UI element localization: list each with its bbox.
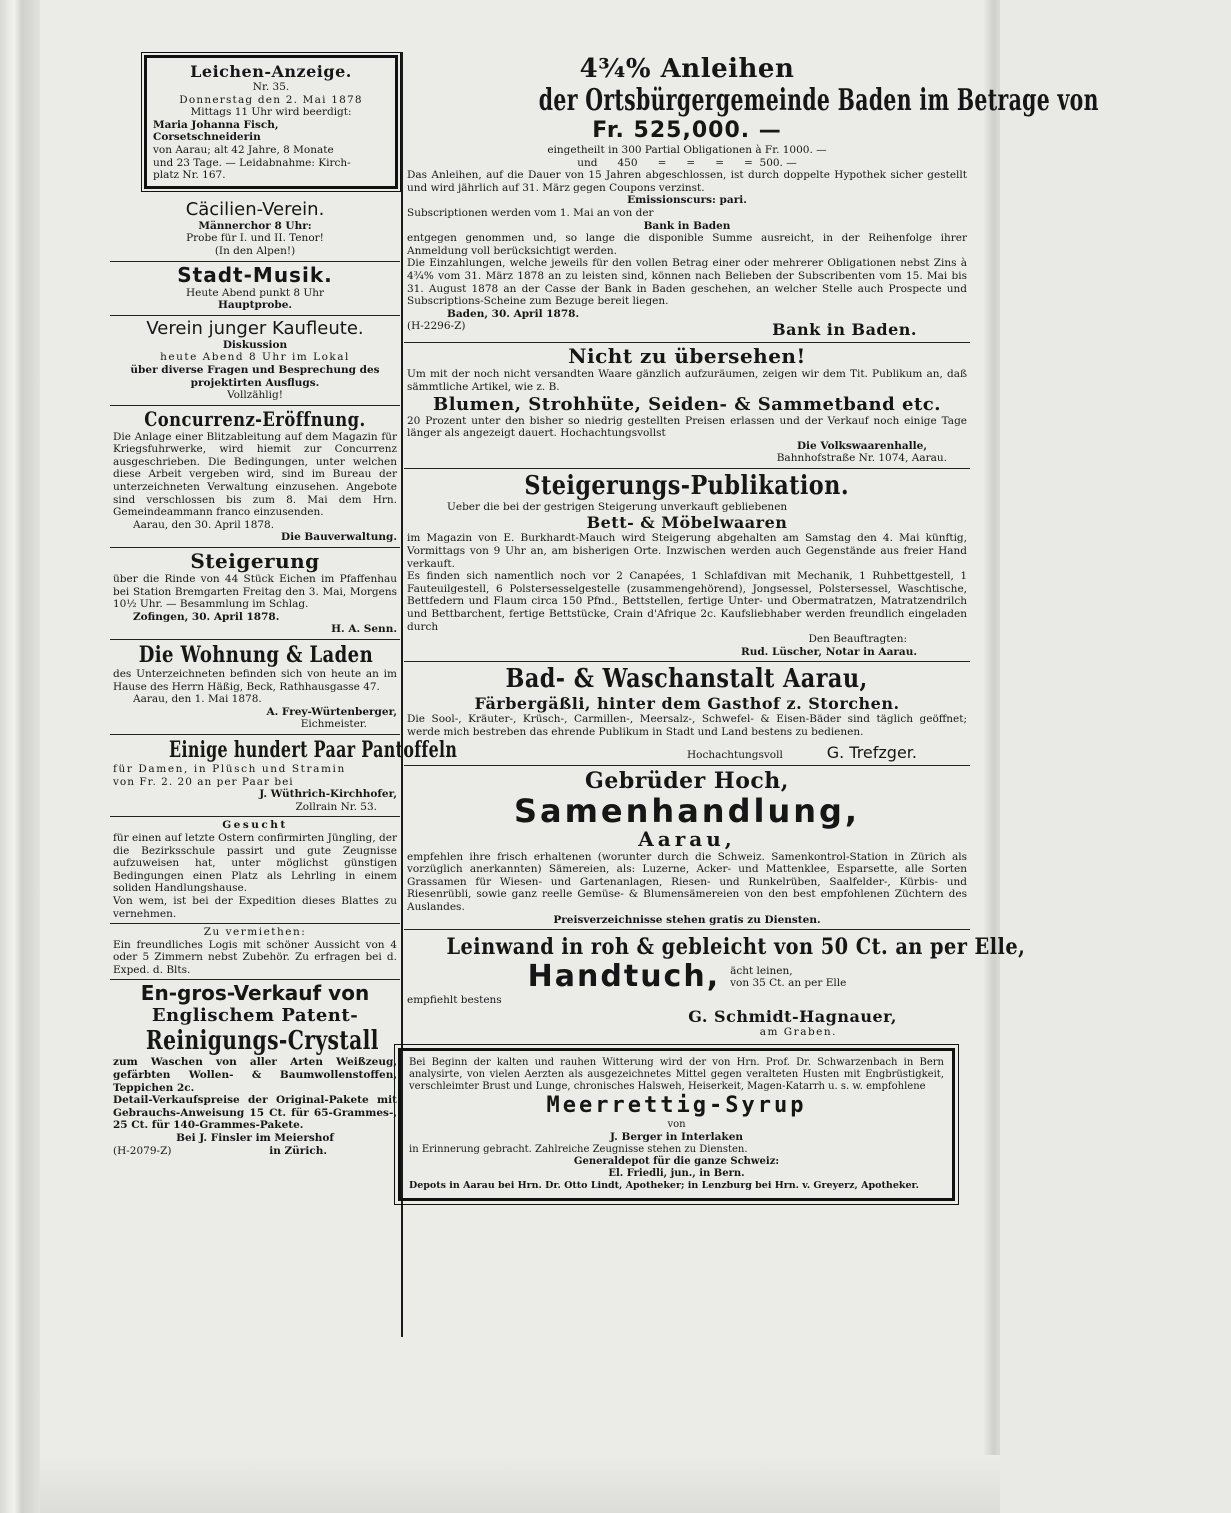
ad-title <box>407 664 967 694</box>
ad-address: Bahnhofstraße Nr. 1074, Aarau. <box>776 452 947 465</box>
ad-title-text: Reinigungs-Crystall <box>145 1026 379 1057</box>
ad-body: Um mit der noch nicht versandten Waare gänzlich aufzuräumen, zeigen wir dem Tit. Publikum an, daß sämmtliche Artikel, wie z. B. <box>407 368 967 393</box>
ad-signature: Die Bauverwaltung. <box>280 531 397 544</box>
ad-text: und 23 Tage. — Leidabnahme: Kirch- <box>153 156 351 169</box>
ad-signature: J. Wüthrich-Kirchhofer, <box>259 788 397 801</box>
ad-date: Zofingen, 30. April 1878. <box>133 610 280 623</box>
ad-body: des Unterzeichneten befinden sich von heute an im Hause des Herrn Häßig, Beck, Rathhausgasse 47. <box>113 668 397 693</box>
ad-signature: A. Frey-Würtenberger, <box>266 705 397 718</box>
ad-body: Die Sool-, Kräuter-, Krüsch-, Carmillen-, Meersalz-, Schwefel- & Eisen-Bäder sind täglich geöffnet; werde mich bestreben das ehrende Publikum in Stadt und Land bestens zu bedienen. <box>407 713 967 738</box>
book-binding <box>0 0 40 1513</box>
ad-title-text: Einige hundert Paar Pantoffeln <box>169 736 458 763</box>
ad-footer <box>407 320 967 339</box>
ad-signature-title: Eichmeister. <box>300 718 367 731</box>
ad-reference: (H-2079-Z) <box>113 1144 172 1157</box>
ad-signature: Rud. Lüscher, Notar in Aarau. <box>740 645 917 658</box>
ad-text: Vollzählig! <box>227 389 283 402</box>
ad-gesucht <box>110 817 400 924</box>
ad-wohnung-laden <box>110 640 400 735</box>
ad-title <box>407 83 1099 118</box>
ad-text: platz Nr. 167. <box>153 169 226 182</box>
ad-signature-label: Hochachtungsvoll <box>687 748 783 761</box>
ad-leinwand <box>404 930 1026 1038</box>
ad-date: Aarau, den 30. April 1878. <box>133 518 275 531</box>
ad-title: Nicht zu übersehen! <box>568 344 806 369</box>
ad-body: Die Einzahlungen, welche jeweils für den vollen Betrag einer oder mehrerer Obligationen nebst Zins à 4¾% vom 31. März 1878 an zu leisten sind, können nach Belieben der Subscribenten vom 15. Mai bis 31. August 1878 an der Casse der Bank in Baden geschehen, an welcher Stelle auch Prospecte und Subscriptions-Scheine zum Bezuge bereit liegen. <box>407 257 967 308</box>
ad-title: Cäcilien-Verein. <box>185 198 325 220</box>
ad-bad-waschanstalt <box>404 662 970 765</box>
ad-caecilien-verein <box>110 197 400 262</box>
ad-title: Stadt-Musik. <box>177 262 333 287</box>
ad-text: Diskussion <box>222 338 288 351</box>
ad-text: Emissionscurs: pari. <box>627 194 747 207</box>
ad-price <box>730 965 846 990</box>
ad-title: En-gros-Verkauf von <box>140 981 370 1006</box>
ad-pantoffeln <box>110 735 458 817</box>
ad-text: Probe für I. und II. Tenor! <box>186 232 324 245</box>
ad-title-text: der Ortsbürgergemeinde Baden im Betrage von <box>538 83 1099 118</box>
ad-body: Bei Beginn der kalten und rauhen Witterung wird der von Hrn. Prof. Dr. Schwarzenbach in Bern analysirte, von vielen Aerzten als ausgezeichnetes Mittel gegen veralteten Husten mit Engbrüstigkeit, verschleimter Brust und Lunge, chronisches Halsweh, Heiserkeit, Magen-Katarrh u. s. w. empfohlene <box>409 1057 944 1093</box>
ad-nicht-uebersehen <box>404 343 970 469</box>
ad-date: Baden, 30. April 1878. <box>447 307 580 320</box>
ad-steigerungs-publikation <box>404 469 970 663</box>
ad-signature: G. Trefzger. <box>826 742 917 762</box>
ad-steigerung-rinde <box>110 548 400 640</box>
ad-address: Zollrain Nr. 53. <box>295 800 377 813</box>
ad-title <box>113 736 458 763</box>
ad-text: J. Berger in Interlaken <box>609 1131 744 1144</box>
ad-title: Handtuch, <box>527 959 721 995</box>
ad-subtitle: Färbergäßli, hinter dem Gasthof z. Storchen. <box>474 694 900 714</box>
ad-signature: G. Schmidt-Hagnauer, <box>688 1006 897 1026</box>
ad-text: in Zürich. <box>269 1144 327 1157</box>
ad-samenhandlung <box>404 766 970 931</box>
bottom-margin <box>40 1455 1000 1513</box>
ad-body: empfehlen ihre frisch erhaltenen (worunter durch die Schweiz. Samenkontrol-Station in Zürich als vorzüglich anerkannten) Sämereien, als: Luzerne, Acker- und Mattenklee, Esparsette, alle Sorten Grassamen für Wiesen- und Gartenanlagen, Riesen- und Runkelrüben, Saalfelder-, Kürbis- und Riesenrübli, sowie ganz reelle Gemüse- & Blumensämereien von den best empfohlenen Züchtern des Auslandes. <box>407 850 967 913</box>
ad-title: Steigerung <box>190 549 320 574</box>
ad-body: im Magazin von E. Burkhardt-Mauch wird Steigerung abgehalten am Samstag den 4. Mai künftig, Vormittags von 9 Uhr an, am bisherigen Orte. Inzwischen werden auch Gegenstände aus freier Hand verkauft. <box>407 532 967 570</box>
ad-text: Ueber die bei der gestrigen Steigerung unverkauft gebliebenen <box>447 500 788 513</box>
ad-stadt-musik <box>110 262 400 316</box>
ad-body: zum Waschen von aller Arten Weißzeug, gefärbten Wollen- & Baumwollenstoffen, Teppichen 2c. <box>113 1056 397 1094</box>
ad-title: Leichen-Anzeige. <box>190 62 352 81</box>
ad-title <box>113 408 397 431</box>
ad-footer <box>113 1145 397 1158</box>
ad-title: 4¾% Anleihen <box>579 54 795 84</box>
ad-text: (In den Alpen!) <box>214 244 296 257</box>
ad-title-text: Leinwand in roh & gebleicht von 50 Ct. an per Elle, <box>446 934 1026 961</box>
ad-text: ächt leinen, <box>730 964 793 977</box>
ad-zu-vermiethen <box>110 924 400 980</box>
ad-title: Samenhandlung, <box>513 791 861 830</box>
ad-title <box>407 471 967 501</box>
ad-signature: Bank in Baden. <box>772 320 917 340</box>
right-column <box>404 52 1099 1201</box>
ad-address: am Graben. <box>759 1025 837 1038</box>
ad-text: für Damen, in Plüsch und Stramin <box>113 762 346 775</box>
ad-text: Preisverzeichnisse stehen gratis zu Diensten. <box>553 913 821 926</box>
ad-text: Donnerstag den 2. Mai 1878 <box>179 93 363 106</box>
ad-text: eingetheilt in 300 Partial Obligationen à Fr. 1000. — <box>547 144 827 156</box>
ad-text: und 450 = = = = 500. — <box>577 156 797 169</box>
ad-text: Generaldepot für die ganze Schweiz: <box>573 1155 780 1167</box>
ad-title: Gesucht <box>222 819 288 832</box>
ad-title <box>113 642 397 668</box>
ad-text: von <box>667 1119 686 1131</box>
ad-text: Depots in Aarau bei Hrn. Dr. Otto Lindt, Apotheker; in Lenzburg bei Hrn. v. Greyerz, Apotheker. <box>409 1179 919 1191</box>
ad-text: projektirten Ausflugs. <box>190 376 320 389</box>
ad-text: über diverse Fragen und Besprechung des <box>130 363 380 376</box>
ad-leichen-anzeige <box>144 55 398 189</box>
ad-title: Blumen, Strohhüte, Seiden- & Sammetband etc. <box>433 393 941 415</box>
ad-text: Heute Abend punkt 8 Uhr <box>185 286 325 299</box>
ad-body: entgegen genommen und, so lange die disponible Summe ausreicht, in der Reihenfolge ihrer Anmeldung voll berücksichtigt werden. <box>407 232 967 257</box>
ad-signature-label: Den Beauftragten: <box>808 633 907 646</box>
ad-body: über die Rinde von 44 Stück Eichen im Pfaffenhau bei Station Bremgarten Freitag den 3. Mai, Morgens 10½ Uhr. — Besammlung im Schlag. <box>113 573 397 611</box>
ad-title: Bett- & Möbelwaaren <box>586 513 788 533</box>
ad-title: Aarau, <box>638 826 736 851</box>
ad-text: El. Friedli, jun., in Bern. <box>608 1167 745 1179</box>
ad-body: Detail-Verkaufspreise der Original-Pakete mit Gebrauchs-Anweisung 15 Ct. für 65-Grammes-, 25 Ct. für 140-Grammes-Pakete. <box>113 1094 397 1132</box>
page-edge <box>984 0 1000 1513</box>
ad-footer <box>407 743 967 762</box>
ad-reinigungs-crystall <box>110 980 400 1159</box>
ad-text: Subscriptionen werden vom 1. Mai an von der <box>407 206 654 219</box>
ad-date: Aarau, den 1. Mai 1878. <box>133 693 262 706</box>
ad-title: Zu vermiethen: <box>203 926 307 939</box>
ad-text: empfiehlt bestens <box>407 994 502 1007</box>
ad-text: Bank in Baden <box>643 219 731 232</box>
ad-title-text: Die Wohnung & Laden <box>138 642 374 668</box>
ad-body: Ein freundliches Logis mit schöner Aussicht von 4 oder 5 Zimmern nebst Zubehör. Zu erfragen bei d. Exped. d. Blts. <box>113 938 397 976</box>
ad-reference: (H-2296-Z) <box>407 320 466 333</box>
ad-text: Männerchor 8 Uhr: <box>198 219 312 232</box>
ad-text: von 35 Ct. an per Elle <box>730 977 847 990</box>
ad-title-text: Steigerungs-Publikation. <box>524 470 850 501</box>
ad-body: Das Anleihen, auf die Dauer von 15 Jahren abgeschlossen, ist durch doppelte Hypothek sicher gestellt und wird jährlich auf 31. März gegen Coupons verzinst. <box>407 169 967 194</box>
ad-body: für einen auf letzte Ostern confirmirten Jüngling, der die Bezirksschule passirt und gute Zeugnisse aufzuweisen hat, unter möglichst günstigen Bedingungen einen Platz als Lehrling in einem soliden Handlungshause. <box>113 831 397 895</box>
ad-title <box>407 934 1026 961</box>
ad-title-row <box>407 960 967 994</box>
ad-text: Mittags 11 Uhr wird beerdigt: <box>190 106 352 119</box>
ad-text: Nr. 35. <box>252 81 290 93</box>
ad-anleihen <box>404 52 1099 343</box>
ad-title-text: Bad- & Waschanstalt Aarau, <box>505 664 869 695</box>
ad-text: Hauptprobe. <box>217 299 293 312</box>
ad-text: heute Abend 8 Uhr im Lokal <box>160 351 350 364</box>
ad-title: Meerrettig-Syrup <box>546 1093 807 1119</box>
ad-body: Die Anlage einer Blitzableitung auf dem Magazin für Kriegsfuhrwerke, wird hiemit zur Concurrenz ausgeschrieben. Die Bedingungen, unter welchen diese Arbeit vergeben wird, sind im Bureau der unterzeichneten Verwaltung einzusehen. Angebote sind verschlossen bis zum 8. Mai dem Hrn. Gemeindeammann franco einzusenden. <box>113 430 397 519</box>
ad-signature: Die Volkswaarenhalle, <box>796 439 927 452</box>
ad-title: Verein junger Kaufleute. <box>146 317 364 339</box>
ad-title: Englischem Patent- <box>151 1005 359 1027</box>
ad-amount: Fr. 525,000. — <box>592 118 782 143</box>
ad-body: Es finden sich namentlich noch vor 2 Canapées, 1 Schlafdivan mit Mechanik, 1 Ruhbettgestell, 1 Fauteuilgestell, 6 Polstersesselgestelle (zusammengehörend), Jongsessel, Polstersessel, Waschtische, Bettfedern und Flaum circa 150 Pfnd., Bettstellen, fertige Unter- und Obermatratzen, Matratzendrilch und Bettbarchent, fertige Bettstücke, Crain d'Afrique 2c. Kaufsliebhaber werden freundlich eingeladen durch <box>407 570 967 633</box>
ad-title <box>113 1026 397 1056</box>
ad-concurrenz <box>110 406 400 548</box>
ad-text: Bei J. Finsler im Meiershof <box>176 1132 334 1145</box>
ad-body: 20 Prozent unter den bisher so niedrig gestellten Preisen erlassen und der Verkauf noch einige Tage länger als angezeigt dauert. Hochachtungsvollst <box>407 414 967 440</box>
ad-text: Maria Johanna Fisch, Corsetschneiderin <box>153 118 279 144</box>
ad-text: in Erinnerung gebracht. Zahlreiche Zeugnisse stehen zu Diensten. <box>409 1143 748 1155</box>
ad-title-text: Concurrenz-Eröffnung. <box>144 406 366 431</box>
ad-signature: H. A. Senn. <box>331 623 397 636</box>
ad-meerrettig-syrup <box>398 1048 955 1201</box>
ad-text: von Fr. 2. 20 an per Paar bei <box>113 775 294 788</box>
ad-title: Gebrüder Hoch, <box>585 767 789 794</box>
ad-verein-kaufleute <box>110 316 400 406</box>
ad-body: Von wem, ist bei der Expedition dieses Blattes zu vernehmen. <box>113 894 397 920</box>
ad-text: von Aarau; alt 42 Jahre, 8 Monate <box>153 143 334 156</box>
